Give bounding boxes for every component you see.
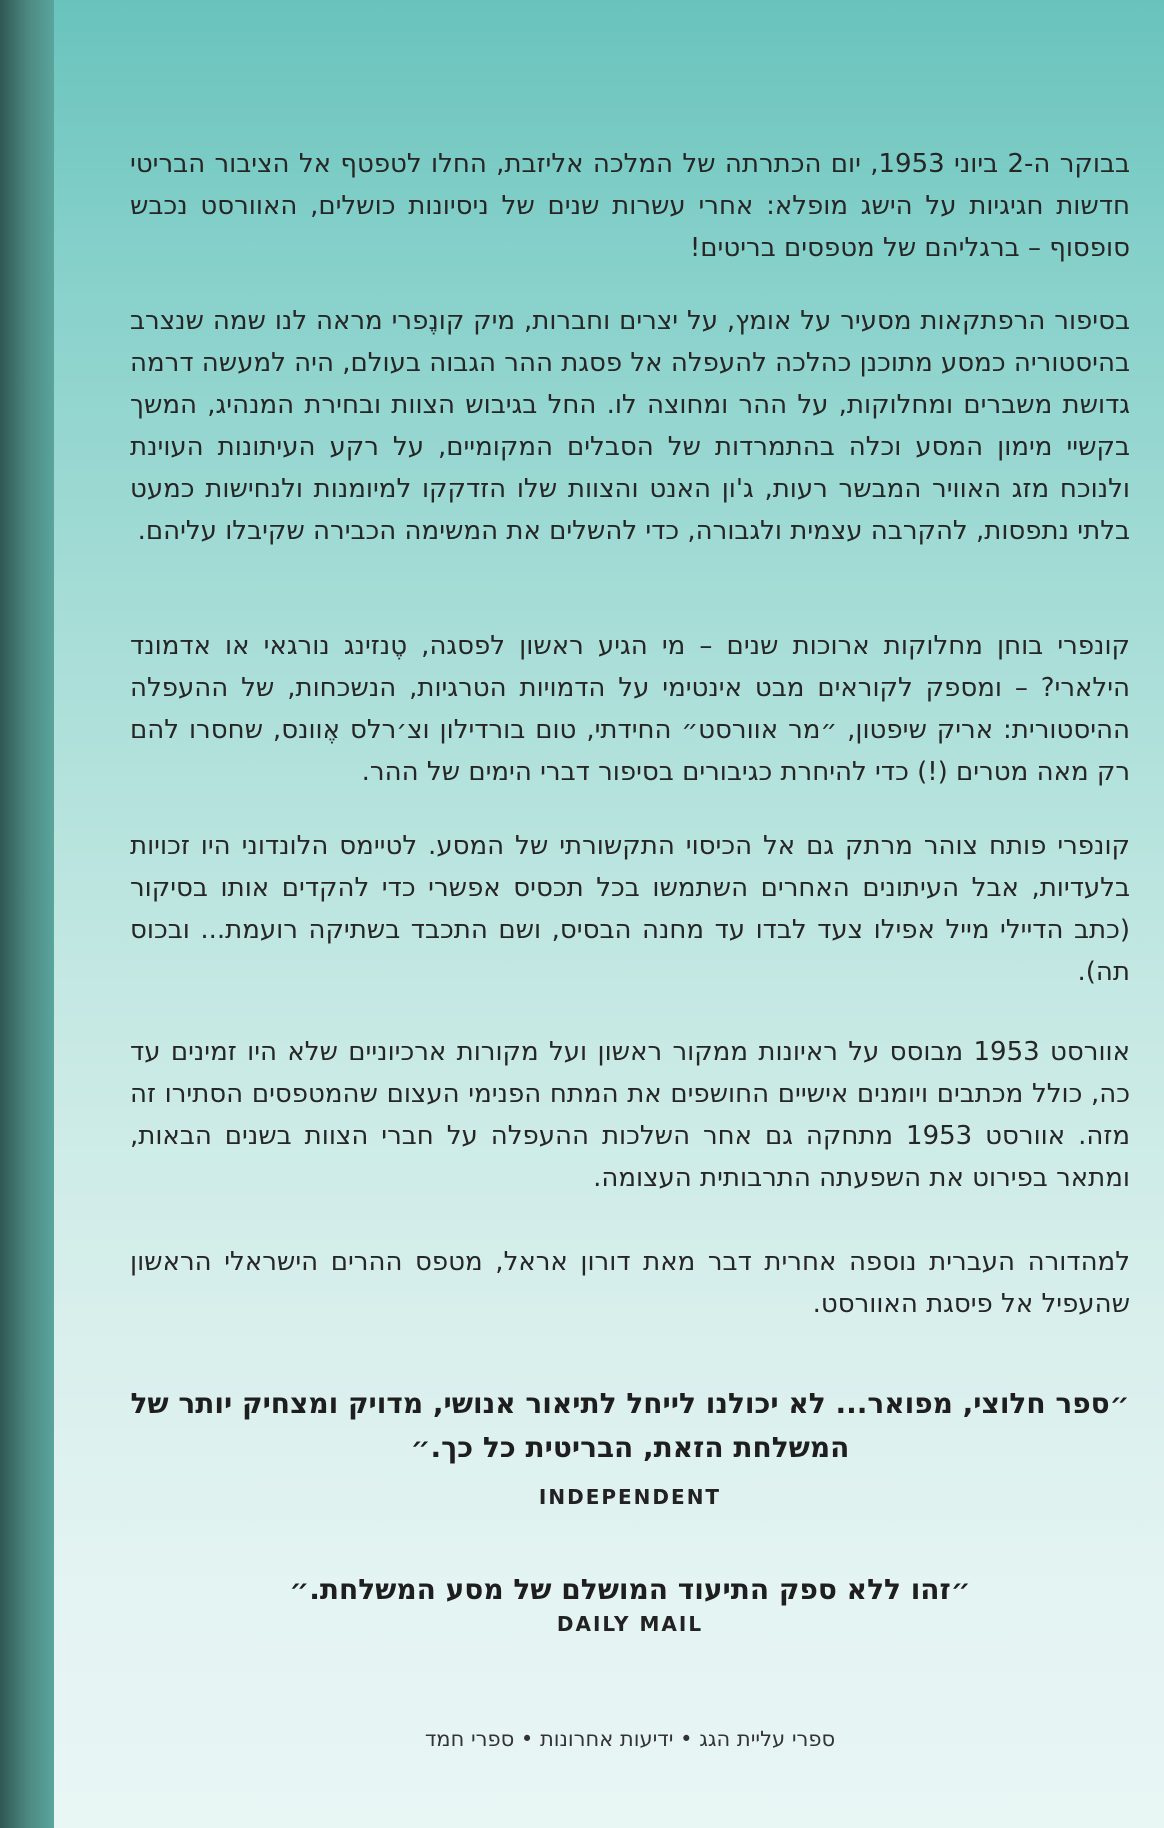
review-source-independent: INDEPENDENT [538,1485,722,1509]
review-quote-independent: ״ספר חלוצי, מפואר... לא יכולנו לייחל לתיאור אנושי, מדויק ומצחיק יותר של המשלחת הזאת, הבריטית כל כך.״ [130,1387,1130,1464]
blurb-paragraph-media: קונפרי פותח צוהר מרתק גם אל הכיסוי התקשורתי של המסע. לטיימס הלונדוני היו זכויות בלעדיות, אבל העיתונים האחרים השתמשו בכל תכסיס אפשרי כדי להקדים אותו בסיקור (כתב הדיילי מייל אפילו צעד לבדו עד מחנה הבסיס, ושם התכבד בשתיקה רועמת... ובכוס תה). [130,831,1130,987]
blurb-paragraph-afterword: למהדורה העברית נוספה אחרית דבר מאת דורון אראל, מטפס ההרים הישראלי הראשון שהעפיל אל פיסגת האוורסט. [130,1247,1130,1319]
review-quote-daily-mail: ״זהו ללא ספק התיעוד המושלם של מסע המשלחת.״ [289,1573,971,1606]
blurb-paragraph-sources: אוורסט 1953 מבוסס על ראיונות ממקור ראשון ועל מקורות ארכיוניים שלא היו זמינים עד כה, כולל מכתבים ויומנים אישיים החושפים את המתח הפנימי העצום שהמטפסים הסתירו זה מזה. אוורסט 1953 מתחקה גם אחר השלכות ההעפלה על חברי הצוות בשנים הבאות, ומתאר בפירוט את השפעתה התרבותית העצומה. [130,1037,1130,1193]
publisher-line: ספרי עליית הגג • ידיעות אחרונות • ספרי חמד [424,1727,836,1751]
review-source-daily-mail: DAILY MAIL [556,1612,704,1636]
blurb-paragraph-controversies: קונפרי בוחן מחלוקות ארוכות שנים – מי הגיע ראשון לפסגה, טֶנזינג נורגאי או אדמונד הילארי? – ומספק לקוראים מבט אינטימי על הדמויות הטרגיות, הנשכחות, של ההעפלה ההיסטורית: אריק שיפטון, ״מר אוורסט״ החידתי, טום בורדילון וצ׳רלס אֶוונס, שחסרו להם רק מאה מטרים (!) כדי להיחרת כגיבורים בסיפור דברי הימים של ההר. [130,631,1130,787]
spine-shadow [0,0,54,1828]
blurb-paragraph-coronation: בבוקר ה-2 ביוני 1953, יום הכתרתה של המלכה אליזבת, החלו לטפטף אל הציבור הבריטי חדשות חגיגיות על הישג מופלא: אחרי עשרות שנים של ניסיונות כושלים, האוורסט נכבש סופסוף – ברגליהם של מטפסים בריטים! [130,149,1131,263]
blurb-paragraph-drama: בסיפור הרפתקאות מסעיר על אומץ, על יצרים וחברות, מיק קונֶפרי מראה לנו שמה שנצרב בהיסטוריה כמסע מתוכנן כהלכה להעפלה אל פסגת ההר הגבוה בעולם, היה למעשה דרמה גדושת משברים ומחלוקות, על ההר ומחוצה לו. החל בגיבוש הצוות ובחירת המנהיג, המשך בקשיי מימון המסע וכלה בהתמרדות של הסבלים המקומיים, על רקע העיתונות העוינת ולנוכח מזג האוויר המבשר רעות, ג'ון האנט והצוות שלו הזדקקו למיומנות ולנחישות כמעט בלתי נתפסות, להקרבה עצמית ולגבורה, כדי להשלים את המשימה הכבירה שקיבלו עליהם. [130,306,1130,546]
